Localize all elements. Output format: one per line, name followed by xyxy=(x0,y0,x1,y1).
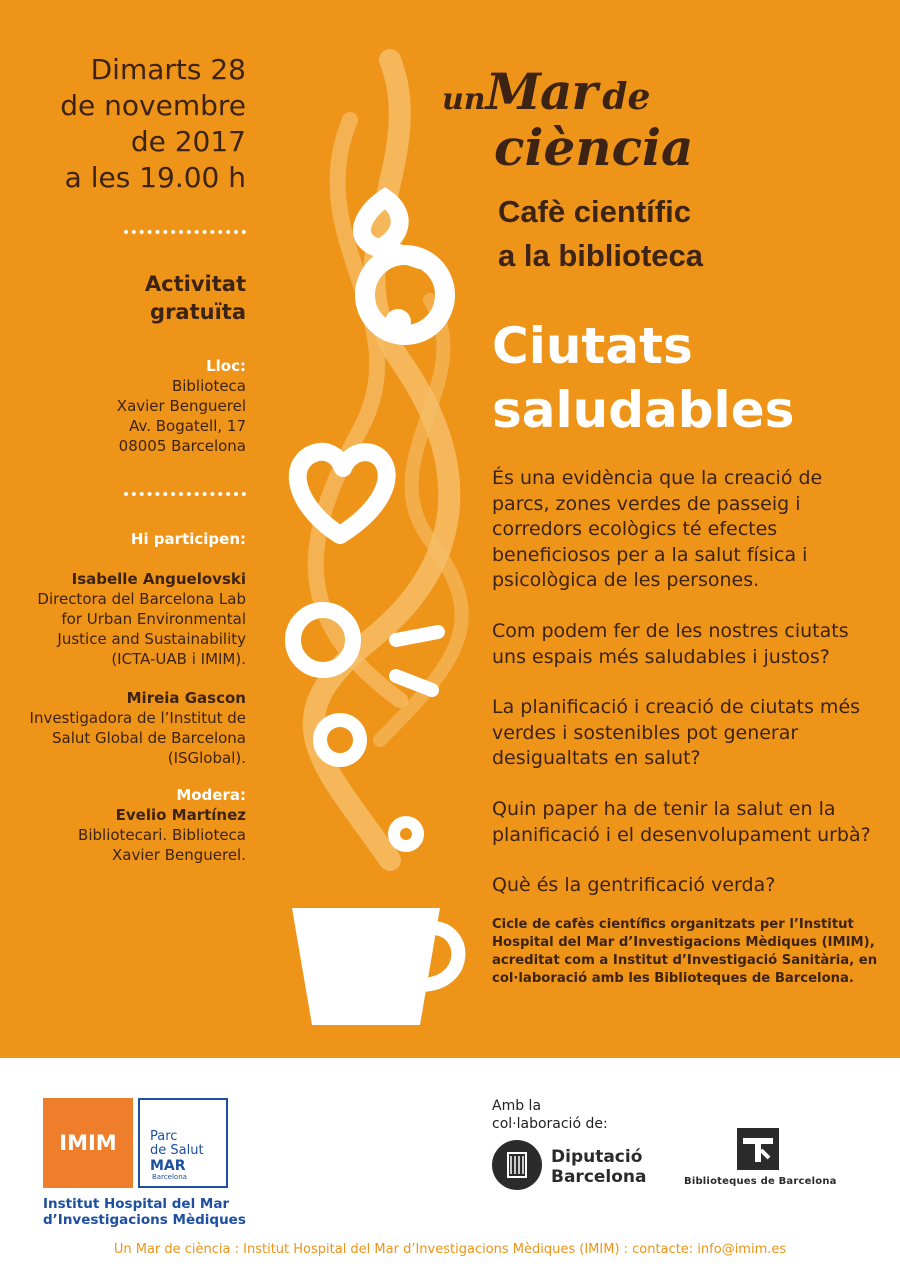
footer-contact-line: Un Mar de ciència : Institut Hospital del Mar d’Investigacions Mèdiques (IMIM) : contacte: info@imim.es xyxy=(113,1242,787,1257)
imim-full-name: Institut Hospital del Mar d’Investigacions Mèdiques xyxy=(43,1196,246,1228)
participants-block xyxy=(131,529,246,549)
participant-name: Mireia Gascon xyxy=(126,689,246,707)
event-title: Ciutats saludables xyxy=(492,317,795,439)
participant-name: Isabelle Anguelovski xyxy=(71,570,246,588)
paragraph-4: Quin paper ha de tenir la salut en la planificació i el desenvolupament urbà? xyxy=(492,798,871,846)
participant-2: Mireia Gascon Investigadora de l’Institut de Salut Global de Barcelona (ISGlobal). xyxy=(29,689,246,767)
dotted-divider xyxy=(124,230,246,234)
diputacio-barcelona-logo: Diputació Barcelona xyxy=(551,1147,647,1187)
venue-label: Lloc: xyxy=(206,357,246,375)
biblioteques-de-barcelona-logo: Biblioteques de Barcelona xyxy=(684,1176,837,1187)
biblioteques-logo-icon xyxy=(737,1128,779,1170)
paragraph-3: La planificació i creació de ciutats més verdes i sostenibles pot generar desigualtats en salut? xyxy=(492,696,861,769)
coffee-cup-icon xyxy=(292,908,458,1025)
paragraph-2: Com podem fer de les nostres ciutats uns espais més saludables i justos? xyxy=(492,620,849,668)
cicle-note: Cicle de cafès científics organitzats per l’Institut Hospital del Mar d’Investigacions Mèdiques (IMIM), acreditat com a Institut d’Investigació Sanitària, en col·laboració amb les Biblioteques de Barcelona. xyxy=(492,917,878,986)
moderator-name: Evelio Martínez xyxy=(115,806,246,824)
event-date: Dimarts 28 de novembre de 2017 a les 19.00 h xyxy=(60,53,246,194)
paragraph-5: Què és la gentrificació verda? xyxy=(492,874,776,896)
event-subtitle: Cafè científic a la biblioteca xyxy=(498,194,704,273)
diputacio-seal-icon xyxy=(492,1140,542,1190)
participant-1: Isabelle Anguelovski Directora del Barcelona Lab for Urban Environmental Justice and Sustainability (ICTA-UAB i IMIM). xyxy=(37,570,246,668)
dotted-divider xyxy=(124,492,246,496)
parc-salut-mar-logo: Parc de Salut MAR Barcelona xyxy=(138,1098,228,1188)
paragraph-1: És una evidència que la creació de parcs, zones verdes de passeig i corredors ecològics té efectes beneficiosos per a la salut física i psicològica de les persones. xyxy=(492,467,823,591)
moderator-block: Modera: Evelio Martínez Bibliotecari. Biblioteca Xavier Benguerel. xyxy=(78,786,246,864)
venue-block: Lloc: Biblioteca Xavier Benguerel Av. Bogatell, 17 08005 Barcelona xyxy=(116,357,246,455)
moderator-label: Modera: xyxy=(176,786,246,804)
brand-logo-line1: unMar de xyxy=(442,62,651,121)
free-activity-label: Activitat gratuïta xyxy=(144,272,246,324)
participants-label: Hi participen: xyxy=(130,530,246,548)
heart-icon xyxy=(298,452,387,535)
imim-logo: IMIM xyxy=(43,1098,133,1188)
brand-logo-line2: ciència xyxy=(494,118,694,177)
collaboration-label: Amb la col·laboració de: xyxy=(492,1098,608,1132)
